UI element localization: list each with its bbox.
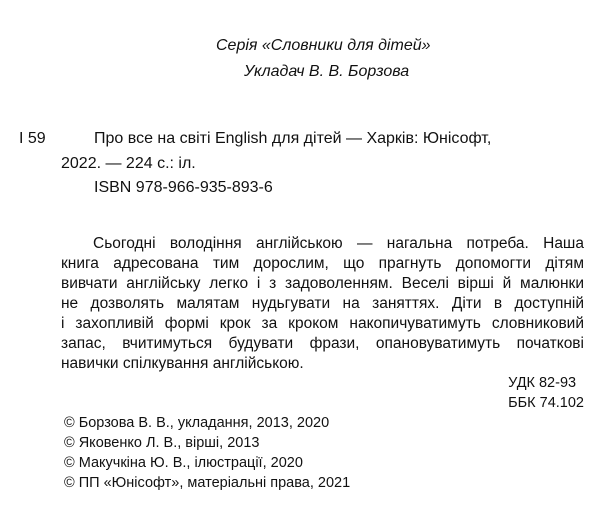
copyright-line: © ПП «Юнісофт», матеріальні права, 2021	[64, 475, 351, 491]
copyright-line: © Макучкіна Ю. В., ілюстрації, 2020	[64, 455, 303, 471]
abstract-line: і захопливій формі крок за кроком накопичуватимуть словниковий	[61, 315, 584, 332]
abstract-line: навички спілкування англійською.	[61, 355, 304, 372]
compiler-credit: Укладач В. В. Борзова	[244, 63, 410, 80]
copyright-list	[64, 413, 350, 493]
isbn: ISBN 978-966-935-893-6	[94, 179, 273, 196]
abstract-line: не дозволять малятам нудьгувати на заняттях. Діти в доступній	[61, 295, 584, 312]
udk-code: УДК 82-93	[508, 375, 577, 391]
bibliographic-title-line: Про все на світі English для дітей — Харків: Юнісофт,	[94, 130, 492, 147]
abstract-line: книга адресована тим дорослим, що прагнуть допомогти дітям	[61, 255, 584, 272]
copyright-line: © Борзова В. В., укладання, 2013, 2020	[64, 415, 330, 431]
abstract-line: запас, вчитимуться будувати фрази, опановуватимуть початкові	[61, 335, 584, 352]
copyright-line: © Яковенко Л. В., вірші, 2013	[64, 435, 260, 451]
bibliographic-imprint-line: 2022. — 224 с.: іл.	[61, 155, 196, 172]
catalog-code: І 59	[19, 130, 46, 147]
series-title: Серія «Словники для дітей»	[216, 37, 431, 54]
abstract-paragraph	[61, 234, 584, 374]
classification-codes	[508, 373, 584, 413]
abstract-line: Сьогодні володіння англійською — нагальна потреба. Наша	[93, 235, 584, 252]
bbk-code: ББК 74.102	[508, 395, 584, 411]
abstract-line: вивчати англійську легко і з задоволенням. Веселі вірші й малюнки	[61, 275, 584, 292]
